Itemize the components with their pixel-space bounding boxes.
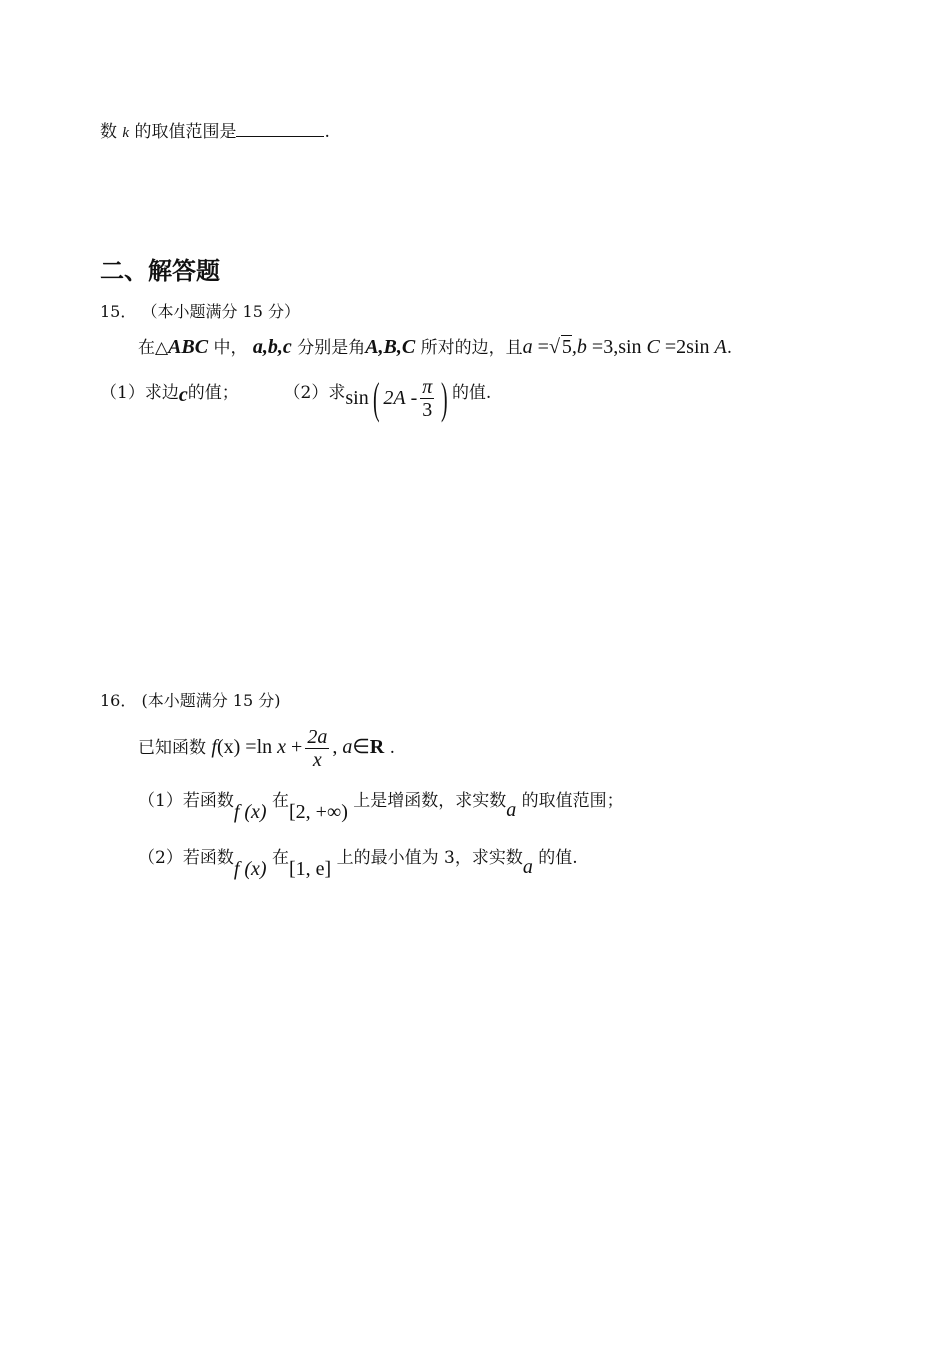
q15-stem-3: 分别是角 [297, 338, 366, 358]
prev-text-before: 数 [100, 122, 117, 142]
sides-abc: a,b,c [252, 336, 292, 358]
q16-part1 [138, 786, 624, 823]
q15-part2-expr: sin( 2A - $\frac{\pi}{3}$ ) [345, 373, 448, 423]
q16-function-def: f(x) =ln x + $\frac{2a}{x}$ , a∈R [211, 726, 385, 771]
angles-abc: A,B,C [365, 336, 416, 358]
q16-part2-label: （2）若函数 [138, 848, 234, 868]
q15-score: （本小题满分 15 分） [141, 302, 301, 321]
q15-part1-label: （1）求边 [100, 383, 179, 403]
q16-part2-end: 的值. [538, 848, 578, 868]
prev-end-punct: . [324, 122, 330, 142]
q15-stem-4: 所对的边，且 [420, 338, 523, 358]
q16-part2-interval: [1, e] [289, 858, 332, 880]
q16-part2-text: 上的最小值为 3，求实数 [336, 848, 523, 868]
q15-part1-var: c [178, 384, 188, 406]
q16-part1-label: （1）若函数 [138, 791, 234, 811]
q15-stem-2: 中， [213, 338, 248, 358]
q16-stem-1: 已知函数 [138, 738, 206, 759]
triangle-abc: ABC [168, 336, 209, 358]
q16-part1-in: 在 [272, 791, 289, 811]
q15-header [100, 299, 300, 322]
q16-part1-f: f (x) [233, 801, 267, 823]
prev-text-after: 的取值范围是 [134, 122, 237, 142]
q16-number: 16． [100, 691, 137, 710]
q16-part2-in: 在 [272, 848, 289, 868]
q15-part1-end: 的值； [187, 383, 239, 403]
q15-stem-1: 在△ [138, 338, 169, 358]
q16-part1-a: a [506, 799, 517, 821]
section-title: 二、解答题 [100, 257, 220, 285]
q15-number: 15． [100, 302, 137, 321]
q16-part1-text: 上是增函数，求实数 [353, 791, 507, 811]
prev-question-line [100, 117, 330, 142]
q16-stem-end: . [389, 738, 395, 759]
q15-part2-end: 的值. [451, 383, 492, 403]
q16-stem [138, 726, 395, 771]
q15-cond-end: . [726, 338, 733, 358]
q16-header [100, 688, 281, 711]
q16-part1-end: 的取值范围； [521, 791, 624, 811]
q16-part2 [138, 843, 578, 880]
var-k: k [122, 125, 130, 141]
q15-condition: a =√ 5,b =3,sin C =2sin A [522, 336, 727, 358]
answer-blank[interactable] [236, 122, 324, 137]
q16-part2-a: a [522, 856, 533, 878]
q16-part2-f: f (x) [233, 858, 267, 880]
q15-stem [138, 333, 732, 359]
q15-parts [100, 373, 492, 438]
q15-part2-label: （2）求 [283, 383, 346, 403]
q16-score: (本小题满分 15 分) [141, 691, 281, 710]
q16-part1-interval: [2, +∞) [289, 801, 348, 823]
